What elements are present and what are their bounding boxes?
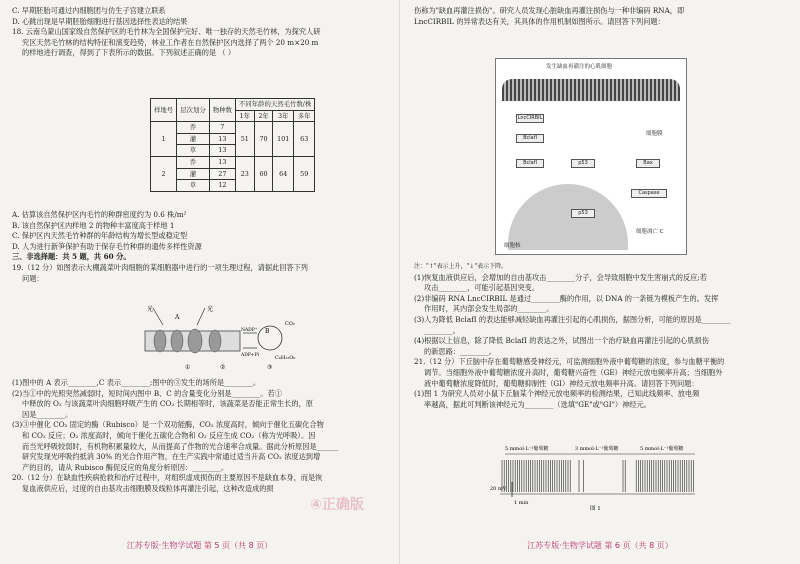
table-cell: 乔 (177, 122, 210, 134)
diagram-label: ② (220, 364, 226, 371)
q21-line: 调节。当细胞外液中葡萄糖浓度升高时，葡萄糖兴奋性（GE）神经元放电频率升高；当细胞外 (424, 367, 723, 377)
table-cell: 12 (209, 180, 235, 192)
q20-line1: 20.（12 分）在缺血性疾病抢救和治疗过程中，对组织虚成损伤的主要原因不是缺血本身，而是恢 (12, 473, 323, 483)
nucleus (508, 184, 628, 250)
page-footer-left: 江苏专版·生物学试题 第 5 页（共 8 页） (126, 541, 273, 551)
q20-answer: (1)恢复血液供应后，会增加的自由基攻击________分子，会导致细胞中发生害崩式的反应;若 (414, 272, 707, 282)
table-cell: 51 (235, 122, 254, 157)
bclaf-box2: BclafI (516, 159, 544, 168)
cell-site-1: 1 (151, 122, 177, 157)
option-d: D. 心跳出现是早期胚胎细胞进行基因选择性表达的结果 (12, 16, 188, 26)
q19-answer: 产的目的，请从 Rubisco 酶促反应的角度分析原因：________。 (22, 462, 229, 472)
th-count: 物种数 (209, 99, 235, 122)
q20-answer: (3)人为降低 BclafI 的表达能够减轻缺血再灌注引起的心肌损伤，据图分析，可能的原因是________ (414, 314, 731, 324)
th-layer: 层次划分 (177, 99, 210, 122)
table-cell: 64 (273, 156, 294, 191)
option-a: A. 估算该自然保护区内毛竹的种群密度约为 0.6 株/m² (12, 210, 187, 219)
graph-label-3: 5 mmol·L⁻¹葡萄糖 (640, 446, 684, 452)
y-scale: 20 mV (490, 486, 507, 492)
q20-answer: 的新思路：________。 (424, 346, 496, 356)
diagram-label: C₆H₁₂O₆ (275, 355, 296, 361)
table-cell: 63 (294, 122, 315, 157)
q21-line: 液中葡萄糖浓度降低时，葡萄糖抑制性（GI）神经元放电频率升高。请回答下列问题： (424, 378, 699, 388)
q19-answer: 因是________。 (22, 409, 73, 419)
table-cell: 乔 (177, 156, 210, 168)
table-cell: 27 (209, 168, 235, 180)
q19-answer: (2)当①中的光照突然减弱时，短时间内图中 B、C 的含量变化分别是________。若① (12, 388, 282, 398)
th-y2: 2年 (254, 110, 273, 122)
apoptosis-label: 细胞凋亡 C (636, 229, 664, 235)
right-page (400, 0, 800, 564)
q19-answer: 中释放的 O₂ 与该蔬菜叶肉细胞呼吸产生的 CO₂ 长期相等时，该蔬菜是否能正常生长的，原 (22, 399, 313, 409)
q20-answer: (2)非编码 RNA LncCIRBIL 是通过________酶的作用，以 DNA 的一条链为模板产生的。发挥 (414, 293, 719, 303)
q20-answer: 攻击________，可能引起基因突变。 (424, 283, 540, 293)
figure-note: 注："↑"表示上升，"↓"表示下降。 (414, 263, 508, 270)
graph-caption: 图 1 (590, 506, 601, 512)
table-cell: 7 (209, 122, 235, 134)
survey-table (150, 98, 315, 192)
graph-label-1: 5 mmol·L⁻¹葡萄糖 (505, 446, 549, 452)
table-cell: 101 (273, 122, 294, 157)
diagram-label: ③ (267, 364, 273, 371)
table-cell: 70 (254, 122, 273, 157)
membrane-label: 细胞膜 (646, 131, 663, 137)
intro-line2: LncCIRBIL 的异常表达有关，其具体的作用机制如图所示。请回答下列问题： (414, 16, 665, 26)
diagram-label: ① (185, 364, 191, 371)
q19-answer: 和 CO₂ 反应；O₂ 浓度高时，倾向于催化五碳化合物和 O₂ 反应生成 CO₂（称为光呼吸）。因 (22, 430, 316, 440)
cell-membrane (502, 79, 680, 101)
table-cell: 13 (209, 145, 235, 157)
graph-label-2: 3 mmol·L⁻¹葡萄糖 (575, 446, 619, 452)
lnc-box: LncCIRBIL (517, 115, 543, 121)
option-d2: D. 人为进行新笋保护有助于保存毛竹种群的遗传多样性资源 (12, 241, 202, 251)
th-y1: 1年 (235, 110, 254, 122)
p53-box2: p53 (571, 209, 595, 218)
q18-line3: 的样地进行调查，得到了下表所示的数据。下列叙述正确的是 （ ） (22, 48, 236, 58)
table-cell: 灌 (177, 133, 210, 145)
x-scale: 1 min (514, 500, 529, 506)
diagram-label: 光 (147, 306, 154, 313)
option-c: C. 早期胚胎可通过内细胞团与仿生子宫建立联系 (12, 6, 166, 15)
firing-graph (490, 442, 700, 512)
th-site: 样地号 (151, 99, 177, 122)
bax-box: Bax (636, 159, 660, 168)
option-c2: C. 保护区内天然毛竹种群的年龄结构为增长型或稳定型 (12, 231, 188, 241)
page-footer-right: 江苏专版·生物学试题 第 6 页（共 8 页） (527, 541, 673, 551)
option-b: B. 该自然保护区内样地 2 的物种丰富度高于样地 1 (12, 220, 175, 230)
diagram-label: CO₂ (285, 321, 295, 327)
diagram-label: ADP+Pi (241, 353, 260, 358)
q21-line: 21.（12 分）下丘脑中存在葡萄糖感受神经元，可监测细胞外液中葡萄糖的浓度，参与血糖平衡的 (414, 357, 725, 367)
table-cell: 60 (254, 156, 273, 191)
table-cell: 草 (177, 180, 210, 192)
th-age: 不同年龄的天然毛竹数/株 (235, 99, 314, 111)
table-cell: 23 (235, 156, 254, 191)
th-y3: 3年 (273, 110, 294, 122)
diagram-label: 光 (207, 306, 214, 313)
q19-line1: 19.（12 分）如图表示大棚蔬菜叶肉细胞的某细胞器中进行的一项生理过程，请据此回答下列 (12, 262, 308, 272)
cell-site-2: 2 (151, 156, 177, 191)
caspase-box: Caspase (631, 189, 667, 198)
table-cell: 13 (209, 133, 235, 145)
q21-line: (1)图 1 为研究人员对小鼠下丘脑某个神经元放电频率的检测结果，已知此线频率、放电频 (414, 389, 700, 399)
diagram-label: B (265, 328, 270, 335)
q19-answer: (1)图中的 A 表示________,C 表示________;图中的③发生的场所是________。 (12, 378, 261, 387)
chloroplast-diagram (135, 303, 305, 373)
th-ymulti: 多年 (294, 110, 315, 122)
q18-line2: 究区天然毛竹林的结构特征和演变趋势，林业工作者在自然保护区内选择了两个 20 m×20 m (22, 37, 319, 47)
q18-line1: 18. 云南乌蒙山国家级自然保护区的毛竹林为全国保护完好、唯一独存的天然毛竹林，为探究人研 (12, 27, 321, 37)
p53-box: p53 (571, 159, 595, 168)
watermark: ④正确版 (310, 497, 364, 513)
q20-line2: 复血液供应后，过度的自由基攻击细胞膜及线粒体再灌注引起，这种改造成的损 (22, 483, 274, 493)
nucleus-label: 细胞核 (504, 243, 521, 249)
q21-line: 率越高，据此可判断该神经元为________（选填"GE"或"GI"）神经元。 (424, 399, 651, 409)
q19-line2: 问题： (22, 273, 44, 283)
intro-line1: 伤称为"缺血再灌注损伤"。研究人员发现心脏缺血再灌注损伤与一种非编码 RNA，即 (414, 6, 685, 15)
q20-answer: (4)根据以上信息，除了降低 BclafI 的表达之外，试图出一个治疗缺血再灌注引起的心肌损伤 (414, 336, 709, 346)
table-cell: 59 (294, 156, 315, 191)
diagram-label: A (175, 314, 180, 321)
table-cell: 草 (177, 145, 210, 157)
section-title: 三、非选择题：共 5 题，共 60 分。 (12, 252, 131, 262)
q19-answer: (3)③中催化 CO₂ 固定的酶（Rubisco）是一个双功能酶，CO₂ 浓度高时，倾向于催化五碳化合物 (12, 420, 324, 430)
table-cell: 灌 (177, 168, 210, 180)
q20-answer: 作用时，其内部会发生局部的________。 (424, 304, 554, 314)
q19-answer: 而当光呼吸较弱时，有机物积累量较大，从而提高了作物的光合速率合成量。据此分析原因是______ (22, 441, 339, 451)
cell-figure (495, 58, 687, 255)
diagram-label: NADP⁺ (241, 328, 258, 333)
q20-answer: ________。 (424, 325, 460, 335)
bclaf-box: BclafI (516, 134, 544, 143)
figure-title: 发生缺血再灌注的心肌细胞 (546, 64, 613, 70)
q19-answer: 研究发现光呼吸约抵消 30% 的光合作用产物，在生产实践中常通过适当升高 CO₂ 浓度达到增 (22, 452, 321, 462)
table-cell: 13 (209, 156, 235, 168)
